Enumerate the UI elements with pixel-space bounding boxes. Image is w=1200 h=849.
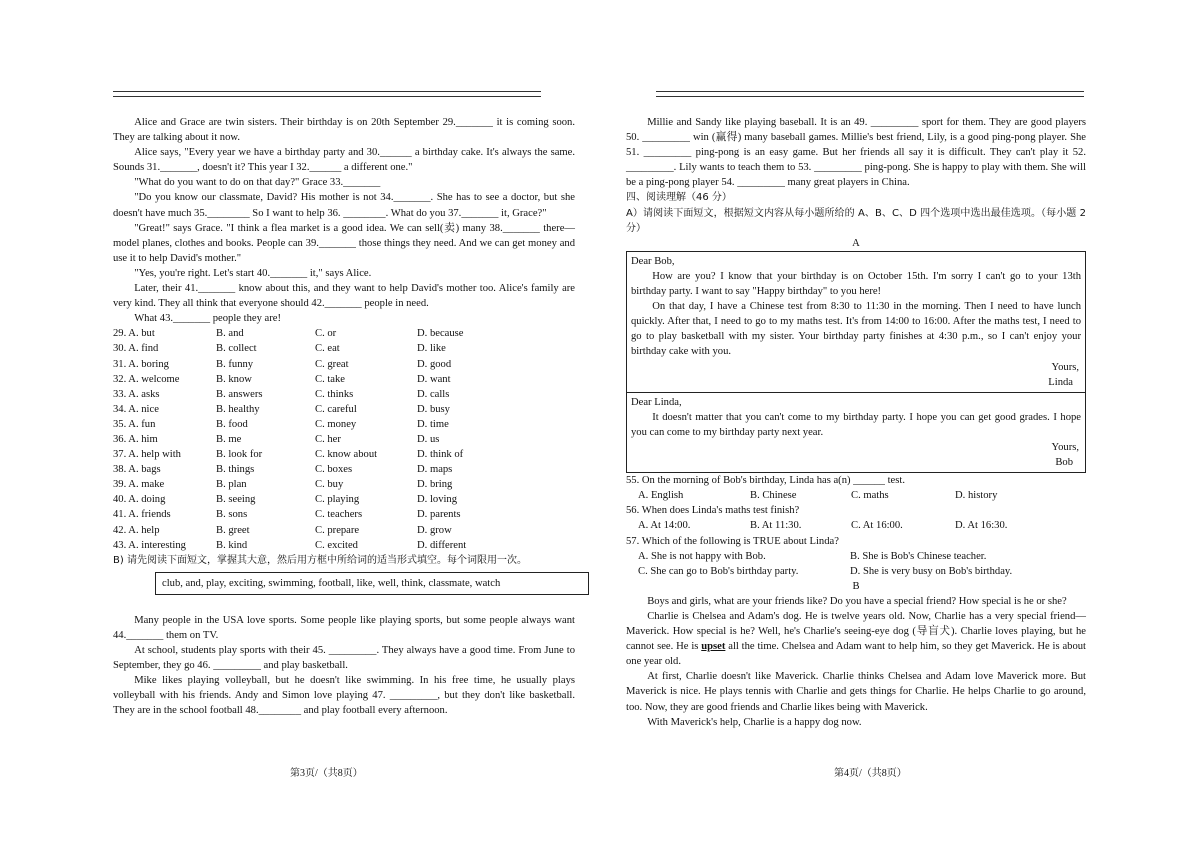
option-item: 32. A. welcome — [113, 373, 180, 385]
option-item: B. healthy — [216, 403, 260, 415]
option-item: C. playing — [315, 494, 360, 506]
option-item: C. excited — [315, 539, 358, 551]
option-item: 36. A. him — [113, 433, 158, 445]
option-item: 40. A. doing — [113, 494, 166, 506]
option-row — [113, 417, 575, 432]
page-footer-left: 第3页/（共8页） — [290, 768, 363, 779]
option-item: C. boxes — [315, 464, 353, 476]
option-row — [113, 326, 575, 341]
option-row — [113, 477, 575, 492]
header-rule-right — [656, 91, 1084, 97]
paragraph: "Great!" says Grace. "I think a flea market is a good idea. We can sell(卖) many 38._______ there—model planes, clothes and books. People can 39._______ those things they need. And we can get money and use it to help David's mother." — [113, 222, 575, 264]
option-item: C. her — [315, 433, 341, 445]
option-item: D. different — [417, 539, 467, 551]
option-item: 41. A. friends — [113, 509, 171, 521]
option-row — [113, 432, 575, 447]
question-option: D. At 16:30. — [955, 520, 1008, 532]
page-footer-right: 第4页/（共8页） — [834, 768, 907, 779]
letter-closing: Yours, — [1051, 361, 1079, 373]
option-row — [113, 447, 575, 462]
question-stem: 55. On the morning of Bob's birthday, Linda has a(n) ______ test. — [626, 475, 905, 487]
passage-label: B — [852, 580, 860, 592]
question-option: D. She is very busy on Bob's birthday. — [850, 565, 1013, 577]
option-row — [113, 387, 575, 402]
option-item: D. grow — [417, 524, 452, 536]
question-option: C. She can go to Bob's birthday party. — [638, 565, 799, 577]
section-instruction: A）请阅读下面短文，根据短文内容从每小题所给的 A、B、C、D 四个选项中选出最佳选项。（每小题 2 分） — [626, 207, 1086, 234]
option-item: C. money — [315, 418, 357, 430]
question-option: A. English — [638, 490, 684, 502]
option-item: B. funny — [216, 358, 254, 370]
option-item: D. maps — [417, 464, 453, 476]
option-item: D. calls — [417, 388, 450, 400]
paragraph: What 43._______ people they are! — [134, 313, 281, 325]
option-item: D. good — [417, 358, 452, 370]
letter-body: On that day, I have a Chinese test from 8:30 to 11:30 in the morning. Then I need to have lunch quickly. After that, I need to go to my maths test. It's from 14:00 to 16:00. After the maths test, I need to go to play basketball with my sister. Your birthday party finishes at 4:30 p.m., so I can't enjoy your birthday cake with you. — [631, 301, 1081, 358]
letter-body: It doesn't matter that you can't come to my birthday party. I hope you can get good grades. I hope you can come to my birthday party next year. — [631, 411, 1081, 438]
option-row — [113, 462, 575, 477]
question-options — [626, 549, 1086, 564]
letter-signature: Linda — [1048, 376, 1073, 388]
letter-body: How are you? I know that your birthday is on October 15th. I'm sorry I can't go to your 13th birthday party. I want to say "Happy birthday" to you here! — [631, 270, 1081, 298]
underlined-word: upset — [701, 641, 726, 653]
option-row — [113, 402, 575, 417]
question-option: B. She is Bob's Chinese teacher. — [850, 550, 987, 562]
paragraph: Mike likes playing volleyball, but he doesn't like swimming. In his free time, he usually plays volleyball with his friends. Andy and Simon love playing 47. _________, but they don't like basketball. They are in the school football 48.________ and play football every afternoon. — [113, 675, 575, 717]
option-item: D. bring — [417, 479, 453, 491]
option-item: 34. A. nice — [113, 403, 159, 415]
option-item: C. prepare — [315, 524, 360, 536]
option-item: C. great — [315, 358, 349, 370]
option-item: 42. A. help — [113, 524, 160, 536]
option-item: B. look for — [216, 449, 263, 461]
option-item: B. things — [216, 464, 255, 476]
option-item: C. take — [315, 373, 346, 385]
option-item: 38. A. bags — [113, 464, 161, 476]
option-row — [113, 357, 575, 372]
option-item: B. kind — [216, 539, 248, 551]
letter-closing: Yours, — [1051, 441, 1079, 453]
right-page — [626, 115, 1086, 730]
option-item: C. or — [315, 328, 337, 340]
option-item: 37. A. help with — [113, 449, 181, 461]
option-item: B. seeing — [216, 494, 256, 506]
question-option: C. maths — [851, 490, 889, 502]
option-item: D. because — [417, 328, 464, 340]
paragraph: "What do you want to do on that day?" Grace 33._______ — [134, 177, 381, 189]
paragraph: Alice and Grace are twin sisters. Their birthday is on 20th September 29._______ it is coming soon. They are talking about it now. — [113, 117, 575, 144]
option-item: 33. A. asks — [113, 388, 160, 400]
option-item: C. know about — [315, 449, 378, 461]
option-row — [113, 372, 575, 387]
paragraph: Charlie is Chelsea and Adam's dog. He is twelve years old. Now, Charlie has a very special friend—Maverick. How special is he? Well, he's Charlie's seeing-eye dog (导盲犬). Charlie loves playing, but he cannot see. He is upset all the time. Chelsea and Adam want to help him, so they get Maverick. He is about one year old. — [626, 611, 1086, 668]
paragraph: Millie and Sandy like playing baseball. It is an 49. _________ sport for them. They are good players 50. _________ win (赢得) many baseball games. Millie's best friend, Lily, is a good ping-pong player. She 51. _________ ping-pong is an easy game. But her friends all say it is difficult. They can't play it 52. _________. Lily wants to teach them to 53. _________ ping-pong. She is happy to play with them. She will be a ping-pong player 54. _________ many great players in China. — [626, 117, 1086, 189]
option-item: 29. A. but — [113, 328, 155, 340]
paragraph: At school, students play sports with their 45. _________. They always have a good time. From June to September, they go 46. _________ and play basketball. — [113, 645, 575, 672]
question-options — [626, 564, 1086, 579]
option-item: D. parents — [417, 509, 461, 521]
option-row — [113, 538, 575, 553]
option-item: C. careful — [315, 403, 357, 415]
paragraph: Boys and girls, what are your friends like? Do you have a special friend? How special is he or she? — [647, 595, 1067, 607]
question-option: D. history — [955, 490, 998, 502]
header-rule-left — [113, 91, 541, 97]
questions — [626, 473, 1086, 579]
option-row — [113, 492, 575, 507]
option-item: D. time — [417, 418, 449, 430]
letter-box — [626, 393, 1086, 473]
letter-greeting: Dear Linda, — [631, 396, 682, 408]
question-option: B. At 11:30. — [750, 520, 802, 532]
option-item: D. think of — [417, 449, 464, 461]
question-option: A. She is not happy with Bob. — [638, 550, 766, 562]
option-item: B. sons — [216, 509, 248, 521]
option-item: B. answers — [216, 388, 263, 400]
letter-signature: Bob — [1055, 457, 1073, 469]
question-option: C. At 16:00. — [851, 520, 903, 532]
option-item: 43. A. interesting — [113, 539, 186, 551]
option-item: D. loving — [417, 494, 458, 506]
section-b-instruction: B) 请先阅读下面短文，掌握其大意，然后用方框中所给词的适当形式填空。每个词限用一次。 — [113, 554, 527, 566]
question-options — [626, 488, 1086, 503]
option-item: D. like — [417, 343, 446, 355]
paragraph: At first, Charlie doesn't like Maverick. Charlie thinks Chelsea and Adam love Maverick more. But Maverick is nice. He plays tennis with Charlie and gets things for Charlie. He helps Charlie to go around, too. Now, they are good friends and Charlie likes being with Maverick. — [626, 671, 1086, 713]
question-stem: 57. Which of the following is TRUE about Linda? — [626, 535, 839, 547]
paragraph: Many people in the USA love sports. Some people like playing sports, but some people always want 44._______ them on TV. — [113, 614, 575, 641]
paragraph: Later, their 41._______ know about this, and they want to help David's mother too. Alice's family are very kind. They all think that everyone should 42._______ people in need. — [113, 283, 575, 310]
options-table — [113, 326, 575, 552]
option-item: C. buy — [315, 479, 344, 491]
option-item: 39. A. make — [113, 479, 165, 491]
paragraph: With Maverick's help, Charlie is a happy dog now. — [647, 716, 862, 728]
letter-greeting: Dear Bob, — [631, 255, 675, 267]
option-item: B. plan — [216, 479, 247, 491]
paragraph: Alice says, "Every year we have a birthday party and 30.______ a birthday cake. It's always the same. Sounds 31._______, doesn't it? This year I 32.______ a different one." — [113, 147, 575, 174]
option-row — [113, 341, 575, 356]
option-item: 31. A. boring — [113, 358, 169, 370]
option-item: B. me — [216, 433, 242, 445]
word-box: club, and, play, exciting, swimming, football, like, well, think, classmate, watch — [155, 572, 589, 595]
option-item: D. want — [417, 373, 451, 385]
question-stem: 56. When does Linda's maths test finish? — [626, 505, 800, 517]
option-item: D. us — [417, 433, 440, 445]
option-item: C. teachers — [315, 509, 363, 521]
paragraph: "Do you know our classmate, David? His mother is not 34._______. She has to see a doctor, but she doesn't have much 35.________ So I want to help 36. ________. What do you 37._______ it, Grace?" — [113, 192, 575, 219]
option-row — [113, 523, 575, 538]
option-item: 30. A. find — [113, 343, 159, 355]
option-item: B. food — [216, 418, 248, 430]
option-item: D. busy — [417, 403, 450, 415]
option-item: B. greet — [216, 524, 250, 536]
option-item: 35. A. fun — [113, 418, 156, 430]
passage-label: A — [852, 237, 860, 249]
option-row — [113, 507, 575, 522]
question-options — [626, 518, 1086, 533]
option-item: C. thinks — [315, 388, 354, 400]
question-option: A. At 14:00. — [638, 520, 691, 532]
option-item: C. eat — [315, 343, 340, 355]
left-page — [113, 115, 575, 719]
option-item: B. and — [216, 328, 244, 340]
letter-box — [626, 251, 1086, 393]
option-item: B. know — [216, 373, 252, 385]
question-option: B. Chinese — [750, 490, 797, 502]
paragraph: "Yes, you're right. Let's start 40._______ it," says Alice. — [134, 267, 372, 279]
option-item: B. collect — [216, 343, 257, 355]
section-title: 四、阅读理解（46 分） — [626, 192, 732, 204]
